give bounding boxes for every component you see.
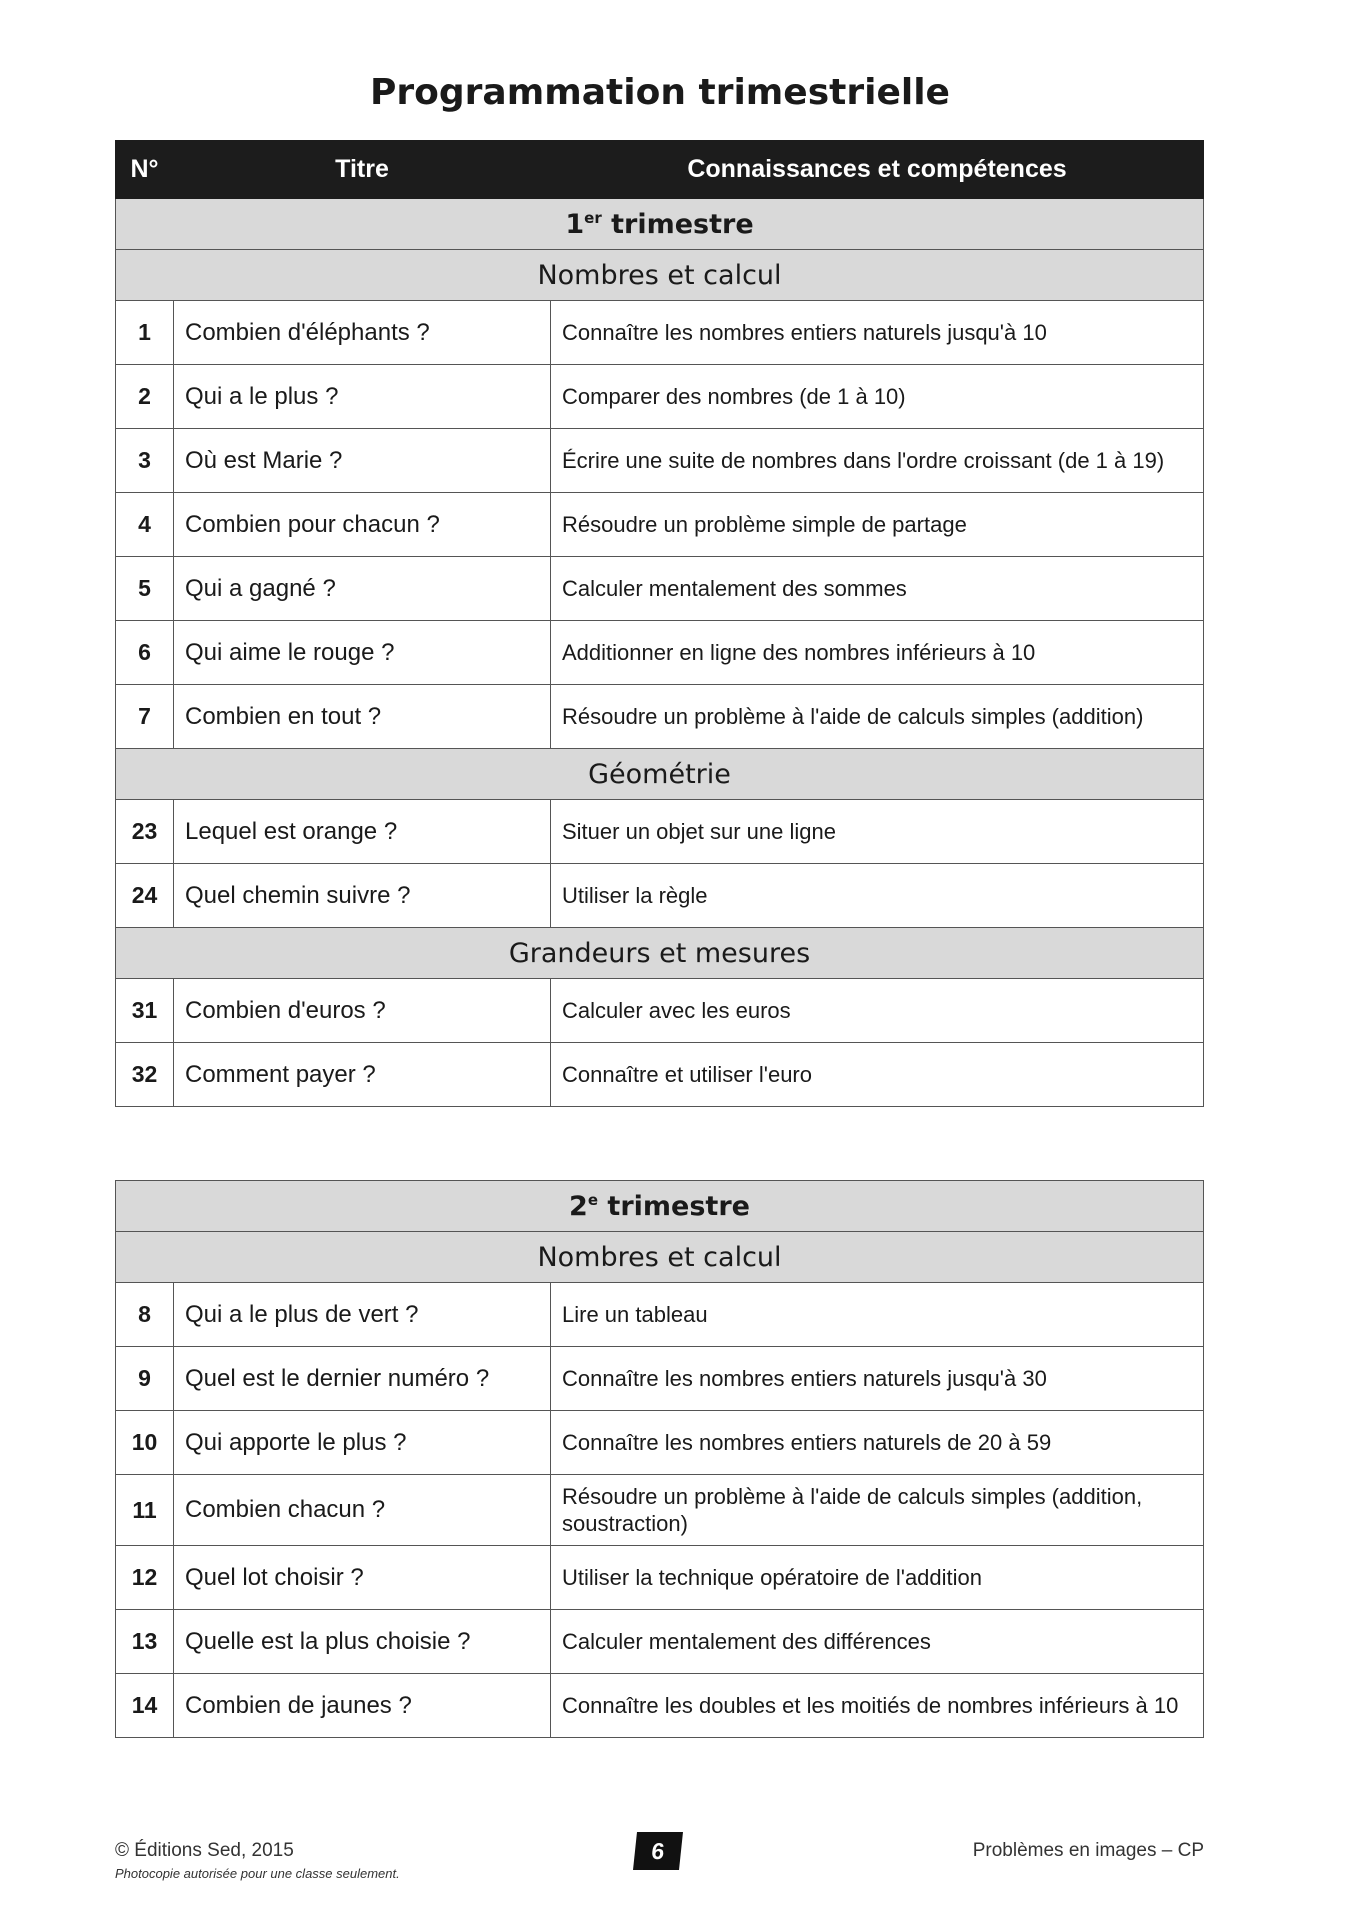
row-number: 31 — [116, 979, 174, 1043]
row-title: Quel est le dernier numéro ? — [174, 1347, 551, 1411]
trimestre-label: trimestre — [598, 1190, 750, 1222]
table-row — [116, 557, 1204, 621]
row-number: 1 — [116, 301, 174, 365]
table-row — [116, 1610, 1204, 1674]
row-title: Combien de jaunes ? — [174, 1674, 551, 1738]
row-title: Qui a le plus de vert ? — [174, 1283, 551, 1347]
section-heading-nombres — [116, 250, 1204, 301]
row-competence: Additionner en ligne des nombres inférieurs à 10 — [551, 621, 1204, 685]
table-row — [116, 621, 1204, 685]
footer-book-title: Problèmes en images – CP — [972, 1840, 1204, 1861]
table-row — [116, 864, 1204, 928]
row-title: Combien pour chacun ? — [174, 493, 551, 557]
trimestre-label: trimestre — [601, 208, 754, 240]
row-number: 13 — [116, 1610, 174, 1674]
table-row — [116, 429, 1204, 493]
table-row — [116, 493, 1204, 557]
row-competence: Comparer des nombres (de 1 à 10) — [551, 365, 1204, 429]
row-competence: Écrire une suite de nombres dans l'ordre croissant (de 1 à 19) — [551, 429, 1204, 493]
row-competence: Calculer avec les euros — [551, 979, 1204, 1043]
row-competence: Résoudre un problème à l'aide de calculs simples (addition, soustraction) — [551, 1475, 1204, 1546]
row-competence: Situer un objet sur une ligne — [551, 800, 1204, 864]
row-number: 8 — [116, 1283, 174, 1347]
table-row — [116, 1674, 1204, 1738]
row-title: Qui aime le rouge ? — [174, 621, 551, 685]
table-row — [116, 979, 1204, 1043]
section-heading-grandeurs — [116, 928, 1204, 979]
row-number: 9 — [116, 1347, 174, 1411]
row-competence: Calculer mentalement des sommes — [551, 557, 1204, 621]
row-title: Qui a gagné ? — [174, 557, 551, 621]
row-number: 14 — [116, 1674, 174, 1738]
footer-copyright-block — [115, 1840, 400, 1881]
trimestre-ordinal: e — [587, 1190, 599, 1209]
page-number: 6 — [633, 1832, 683, 1870]
schedule-table-trimestre-2 — [115, 1180, 1204, 1738]
row-competence: Utiliser la technique opératoire de l'addition — [551, 1546, 1204, 1610]
table-header-row — [116, 141, 1204, 199]
row-title: Combien chacun ? — [174, 1475, 551, 1546]
table-row — [116, 1043, 1204, 1107]
row-competence: Connaître les doubles et les moitiés de nombres inférieurs à 10 — [551, 1674, 1204, 1738]
row-competence: Connaître les nombres entiers naturels jusqu'à 30 — [551, 1347, 1204, 1411]
row-number: 7 — [116, 685, 174, 749]
row-title: Qui apporte le plus ? — [174, 1411, 551, 1475]
section-label: Grandeurs et mesures — [116, 928, 1204, 979]
table-row — [116, 1347, 1204, 1411]
section-label: Nombres et calcul — [116, 1232, 1204, 1283]
row-title: Combien d'éléphants ? — [174, 301, 551, 365]
row-competence: Connaître les nombres entiers naturels de 20 à 59 — [551, 1411, 1204, 1475]
table-row — [116, 1411, 1204, 1475]
row-number: 11 — [116, 1475, 174, 1546]
section-heading-nombres — [116, 1232, 1204, 1283]
table-row — [116, 365, 1204, 429]
row-competence: Utiliser la règle — [551, 864, 1204, 928]
trimestre-heading — [116, 1181, 1204, 1232]
row-competence: Lire un tableau — [551, 1283, 1204, 1347]
header-titre: Titre — [174, 141, 551, 199]
row-competence: Résoudre un problème simple de partage — [551, 493, 1204, 557]
row-number: 24 — [116, 864, 174, 928]
footer-note: Photocopie autorisée pour une classe seulement. — [115, 1866, 400, 1881]
row-title: Comment payer ? — [174, 1043, 551, 1107]
table-row — [116, 1546, 1204, 1610]
header-num: N° — [116, 141, 174, 199]
trimestre-number: 1 — [565, 208, 585, 240]
table-row — [116, 800, 1204, 864]
section-label: Nombres et calcul — [116, 250, 1204, 301]
row-title: Quelle est la plus choisie ? — [174, 1610, 551, 1674]
row-number: 23 — [116, 800, 174, 864]
row-number: 2 — [116, 365, 174, 429]
row-title: Lequel est orange ? — [174, 800, 551, 864]
row-number: 32 — [116, 1043, 174, 1107]
row-competence: Connaître les nombres entiers naturels jusqu'à 10 — [551, 301, 1204, 365]
row-competence: Résoudre un problème à l'aide de calculs simples (addition) — [551, 685, 1204, 749]
schedule-table-trimestre-1 — [115, 140, 1204, 1107]
row-number: 6 — [116, 621, 174, 685]
row-title: Quel lot choisir ? — [174, 1546, 551, 1610]
section-heading-geometrie — [116, 749, 1204, 800]
row-title: Où est Marie ? — [174, 429, 551, 493]
footer-copyright: © Éditions Sed, 2015 — [115, 1840, 294, 1861]
row-number: 12 — [116, 1546, 174, 1610]
header-competences: Connaissances et compétences — [551, 141, 1204, 199]
table-row — [116, 1283, 1204, 1347]
trimestre-heading — [116, 199, 1204, 250]
row-title: Combien d'euros ? — [174, 979, 551, 1043]
row-number: 10 — [116, 1411, 174, 1475]
row-title: Quel chemin suivre ? — [174, 864, 551, 928]
page-title: Programmation trimestrielle — [370, 72, 950, 113]
row-number: 3 — [116, 429, 174, 493]
row-title: Combien en tout ? — [174, 685, 551, 749]
table-row — [116, 1475, 1204, 1546]
row-competence: Calculer mentalement des différences — [551, 1610, 1204, 1674]
row-number: 5 — [116, 557, 174, 621]
table-row — [116, 301, 1204, 365]
trimestre-ordinal: er — [584, 208, 602, 227]
row-title: Qui a le plus ? — [174, 365, 551, 429]
section-label: Géométrie — [116, 749, 1204, 800]
trimestre-number: 2 — [569, 1190, 588, 1222]
row-number: 4 — [116, 493, 174, 557]
row-competence: Connaître et utiliser l'euro — [551, 1043, 1204, 1107]
table-row — [116, 685, 1204, 749]
